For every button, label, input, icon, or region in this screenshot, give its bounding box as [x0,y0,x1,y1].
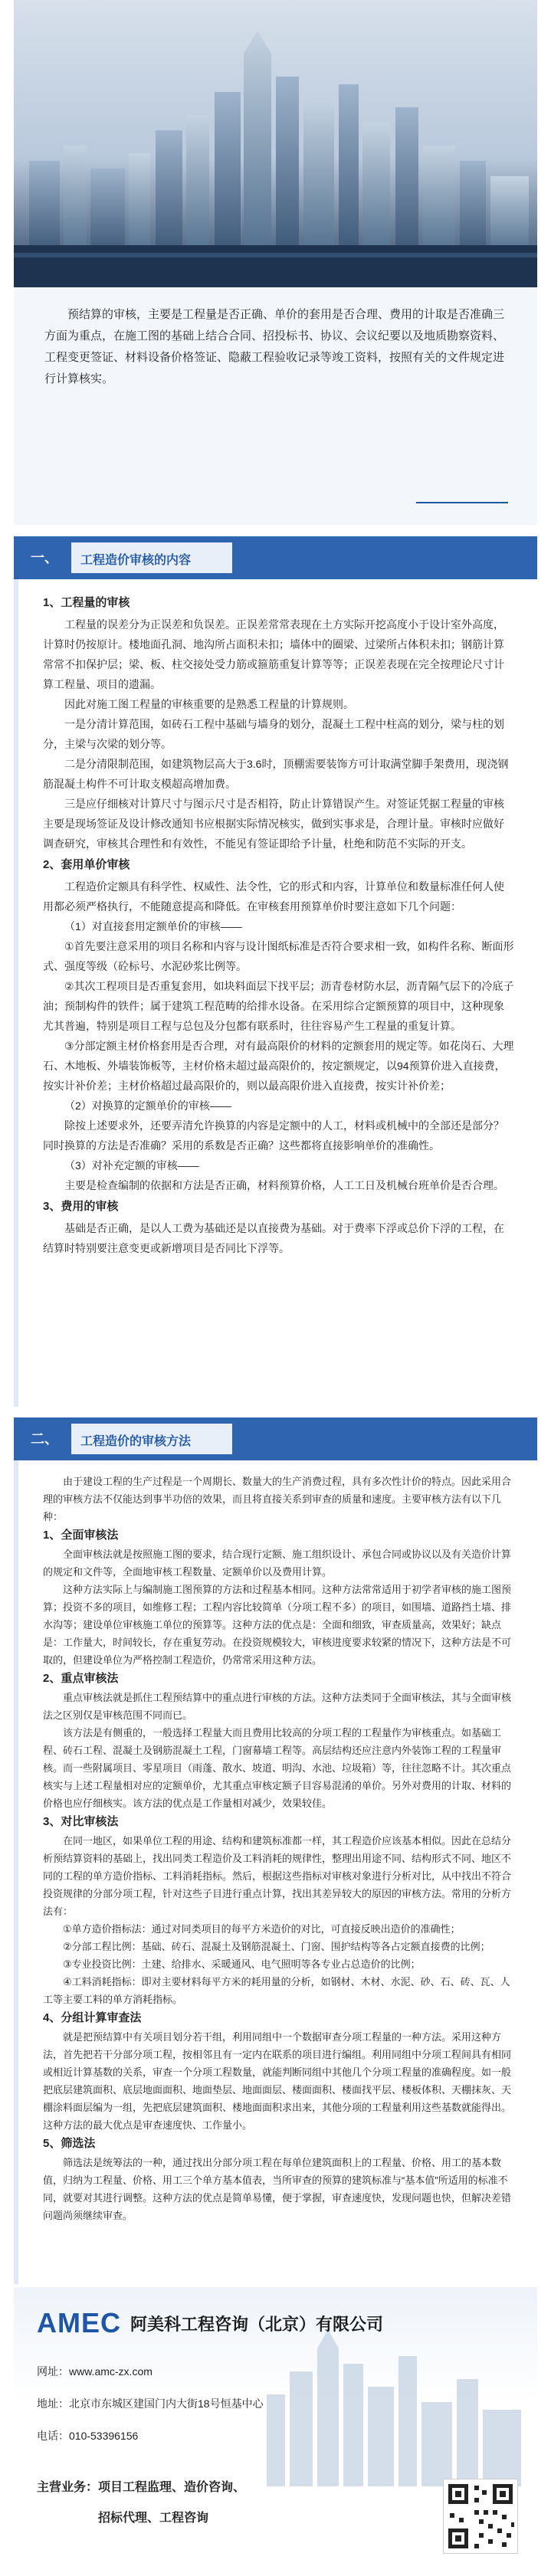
paragraph: 由于建设工程的生产过程是一个周期长、数量大的生产消费过程，具有多次性计价的特点。因此采用合理的审核方法不仅能达到事半功倍的效果，而且将直接关系到审查的质量和速度。主要审核方法有以下几种： [43,1476,512,1522]
subheading: 1、全面审核法 [43,1529,119,1542]
section-number: 一、 [31,550,58,565]
business-items-2: 招标代理、工程咨询 [98,2512,209,2525]
section-title-tab [71,1424,232,1454]
company-name: 阿美科工程咨询（北京）有限公司 [130,2315,384,2334]
paragraph: 主要是检查编制的依据和方法是否正确，材料预算价格，人工工日及机械台班单价是否合理。 [64,1179,504,1191]
intro-paragraph: 预结算的审核，主要是工程量是否正确、单价的套用是否合理、费用的计取是否准确三方面为重点，在施工图的基础上结合合同、招投标书、协议、会议纪要以及地质勘察资料、工程变更签证、材料设备价格签证、隐蔽工程验收记录等竣工资料，按照有关的文件规定进行计算核实。 [44,308,505,385]
paragraph: ③专业投资比例：土建、给排水、采暖通风、电气照明等各专业占总造价的比例； [63,1958,421,1970]
phone-text: 电话：010-53396156 [37,2430,139,2442]
website-text: 网址：www.amc-zx.com [37,2365,153,2378]
paragraph: 因此对施工图工程量的审核重要的是熟悉工程量的计算规则。 [64,698,354,710]
section-body-2 [14,1460,537,2284]
paragraph: 在同一地区，如果单位工程的用途、结构和建筑标准都一样，其工程造价应该基本相似。因此在总结分析预结算资料的基础上，找出同类工程造价及工料消耗的规律性，整理出用途不同、结构形式不同、地区不同的工程的单方造价指标、工料消耗指标。然后，根据这些指标对审核对象进行分析对比，从中找出不符合投资规律的分部分项工程，针对这些子目进行重点计算，找出其差异较大的原因的审核方法。常用的分析方法有： [43,1835,512,1917]
paragraph: （2）对换算的定额单价的审核—— [64,1100,231,1112]
paragraph: 重点审核法就是抓住工程预结算中的重点进行审核的方法。这种方法类同于全面审核法，其与全面审核法之区别仅是审核范围不同而已。 [43,1692,512,1721]
section-content [43,1473,514,2224]
section-title: 工程造价审核的内容 [80,554,192,567]
section-body-1 [14,579,537,1407]
paragraph: 这种方法实际上与编制施工图预算的方法和过程基本相同。这种方法常常适用于初学者审核的施工图预算；投资不多的项目，如维修工程；工程内容比较简单（分项工程不多）的项目，如围墙、道路挡土墙、排水沟等；建设单位审核施工单位的预算等。这种方法的优点是：全面和细致，审查质量高，效果好；缺点是：工作量大，时间较长，存在重复劳动。在投资规模较大，审核进度要求较紧的情况下，这种方法是不可取的，但建设单位为严格控制工程造价，仍常常采用这种方法。 [43,1584,512,1666]
paragraph: 就是把预结算中有关项目划分若干组，利用同组中一个数据审查分项工程量的一种方法。采用这种方法，首先把若干分部分项工程，按相邻且有一定内在联系的项目进行编组。利用同组中分项工程间具有相同或相近计算基数的关系，审查一个分项工程数量，就能判断同组中其他几个分项工程量的准确程度。如一般把底层建筑面积、底层地面面积、地面垫层、地面面层、楼面面积、楼面找平层、楼板体积、天棚抹灰、天棚涂料面层编为一组，先把底层建筑面积、楼地面面积求出来，其他分项的工程量利用这些基数就能得出。这种方法的最大优点是审查速度快、工作量小。 [43,2031,512,2131]
business-label: 主营业务： [37,2481,99,2494]
paragraph: ②其次工程项目是否重复套用，如块料面层下找平层；沥青卷材防水层，沥青隔气层下的冷底子油；预制构件的铁件；属于建筑工程范畴的给排水设备。在采用综合定额预算的项目中，这种现象尤其普遍，特别是项目工程与总包及分包都有联系时，往往容易产生工程量的重复计算。 [43,980,514,1032]
subheading: 1、工程量的审核 [43,596,130,609]
qr-code-graphic [444,2479,517,2553]
section-header-2 [14,1417,537,1460]
paragraph: ①单方造价指标法：通过对同类项目的每平方米造价的对比，可直接反映出造价的准确性； [63,1923,461,1935]
paragraph: ③分部定额主材价格套用是否合理，对有最高限价的材料的定额套用的规定等。如花岗石、大理石、木地板、外墙装饰板等，主材价格未超过最高限价的，按定额规定，以94预算价进入直接费，按实计补价差；主材价格超过最高限价的，则以最高限价进入直接费，按实计补价差； [43,1040,514,1092]
section-content [43,592,514,1258]
subheading: 3、费用的审核 [43,1200,119,1213]
section-title: 工程造价的审核方法 [80,1435,192,1448]
paragraph: （1）对直接套用定额单价的审核—— [64,920,242,932]
paragraph: 除按上述要求外，还要弄清允许换算的内容是定额中的人工，材料或机械中的全部还是部分？同时换算的方法是否准确？采用的系数是否正确？这些都将直接影响单价的准确性。 [43,1119,504,1152]
paragraph: ②分部工程比例：基础、砖石、混凝土及钢筋混凝土、门窗、围护结构等各占定额直接费的比例； [63,1941,490,1952]
paragraph: 工程量的误差分为正误差和负误差。正误差常常表现在土方实际开挖高度小于设计室外高度，计算时仍按原计。楼地面孔洞、地沟所占面积未扣；墙体中的圈梁、过梁所占体积未扣；钢筋计算常常不扣保护层；梁、板、柱交接处受力筋或箍筋重复计算等等；正误差表现在完全按理论尺寸计算工程量、项目的遗漏。 [43,618,504,690]
subheading: 4、分组计算审查法 [43,2011,142,2024]
paragraph: （3）对补充定额的审核—— [64,1159,199,1172]
subheading: 5、筛选法 [43,2137,96,2150]
subheading: 2、套用单价审核 [43,858,130,871]
subheading: 2、重点审核法 [43,1672,119,1685]
intro-panel [14,287,537,525]
section-title-tab [71,542,232,573]
paragraph: 三是应仔细核对计算尺寸与图示尺寸是否相符，防止计算错误产生。对签证凭据工程量的审核主要是现场签证及设计修改通知书应根据实际情况核实，做到实事求是，合理计量。审核时应做好调查研究，审核其合理性和有效性，不能见有签证即给予计量，杜绝和防范不实际的开支。 [43,798,504,850]
paragraph: ①首先要注意采用的项目名称和内容与设计图纸标准是否符合要求相一致，如构件名称、断面形式、强度等级（砼标号、水泥砂浆比例等。 [43,940,514,972]
paragraph: 工程造价定额具有科学性、权威性、法令性，它的形式和内容，计算单位和数量标准任何人使用都必须严格执行，不能随意提高和降低。在审核套用预算单价时要注意如下几个问题： [43,880,504,913]
paragraph: 基础是否正确，是以人工费为基础还是以直接费为基础。对于费率下浮或总价下浮的工程，在结算时特别要注意变更或新增项目是否同比下浮等。 [43,1222,504,1254]
business-line-2 [98,2508,208,2525]
business-items-1: 项目工程监理、造价咨询、 [98,2481,246,2494]
address-text: 地址：北京市东城区建国门内大街18号恒基中心 [37,2397,264,2410]
qr-code-icon [443,2479,518,2554]
paragraph: ④工料消耗指标：即对主要材料每平方米的耗用量的分析，如钢材、木材、水泥、砂、石、砖、瓦、人工等主要工料的单方消耗指标。 [43,1976,510,2005]
paragraph: 该方法是有侧重的，一般选择工程量大而且费用比较高的分项工程的工程量作为审核重点。如基础工程、砖石工程、混凝土及钢筋混凝土工程，门窗幕墙工程等。高层结构还应注意内外装饰工程的工程量审核。而一些附属项目、零星项目（雨蓬、散水、坡道、明沟、水池、垃圾箱）等，往往忽略不计。其次重点核实与上述工程量相对应的定额单价，尤其重点审核定额子目容易混淆的单价。另外对费用的计取、材料的价格也应仔细核实。该方法的优点是工作量相对减少，效果较佳。 [43,1727,512,1809]
hero-cityscape-image [14,0,537,287]
paragraph: 筛选法是统筹法的一种，通过找出分部分项工程在每单位建筑面积上的工程量、价格、用工的基本数值，归纳为工程量、价格、用工三个单方基本值表，当所审查的预算的建筑标准与“基本值”所适用的标准不同，就要对其进行调整。这种方法的优点是简单易懂，便于掌握，审查速度快，发现问题也快，但解决差错问题尚须继续审查。 [43,2157,512,2221]
business-line-1 [37,2477,245,2495]
section-sidebar [14,1460,18,2284]
paragraph: 一是分清计算范围，如砖石工程中基础与墙身的划分，混凝土工程中柱高的划分，梁与柱的划分，主梁与次梁的划分等。 [43,718,504,750]
section-header-1 [14,536,537,579]
intro-divider [416,502,508,503]
paragraph: 二是分清限制范围，如建筑物层高大于3.6时，顶棚需要装饰方可计取满堂脚手架费用，现浇钢筋混凝土构件不可计取支模超高增加费。 [43,758,509,790]
company-footer [14,2287,537,2576]
section-sidebar [14,579,18,1407]
section-number: 二、 [31,1431,58,1447]
city-skyline-illustration [14,0,537,287]
subheading: 3、对比审核法 [43,1815,119,1828]
paragraph: 全面审核法就是按照施工图的要求，结合现行定额、施工组织设计、承包合同或协议以及有关造价计算的规定和文件等，全面地审核工程数量、定额单价以及费用计算。 [43,1549,512,1578]
amec-logo: AMEC [37,2307,121,2338]
